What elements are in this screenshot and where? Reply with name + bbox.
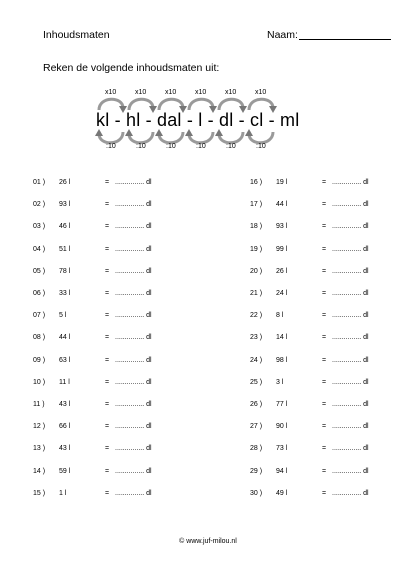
equals-sign: = xyxy=(105,489,110,497)
equals-sign: = xyxy=(105,378,110,386)
answer-blank[interactable]: ............... dl xyxy=(115,445,152,453)
exercise-number: 24 ) xyxy=(250,356,263,364)
equals-sign: = xyxy=(322,312,327,320)
exercise-number: 02 ) xyxy=(33,201,46,209)
exercise-number: 05 ) xyxy=(33,267,46,275)
exercise-amount: 94 l xyxy=(276,467,288,475)
exercise-amount: 33 l xyxy=(59,290,71,297)
multiply-label: x10 xyxy=(255,89,267,96)
instruction-text: Reken de volgende inhoudsmaten uit: xyxy=(43,62,220,74)
exercise-amount: 26 l xyxy=(59,179,71,186)
exercise-amount: 14 l xyxy=(276,334,288,342)
equals-sign: = xyxy=(322,290,327,297)
multiply-arrow xyxy=(159,99,183,110)
exercise-number: 30 ) xyxy=(250,489,263,497)
answer-blank[interactable]: ............... dl xyxy=(115,290,152,297)
equals-sign: = xyxy=(322,401,327,408)
answer-blank[interactable]: ............... dl xyxy=(115,334,152,342)
answer-blank[interactable]: ............... dl xyxy=(115,423,152,431)
divide-label: :10 xyxy=(166,143,176,150)
divide-arrow xyxy=(159,132,183,143)
equals-sign: = xyxy=(105,401,110,408)
answer-blank[interactable]: ............... dl xyxy=(332,290,369,297)
exercise-number: 01 ) xyxy=(33,179,46,186)
exercise-number: 23 ) xyxy=(250,334,263,342)
answer-blank[interactable]: ............... dl xyxy=(115,267,152,275)
equals-sign: = xyxy=(322,467,327,475)
equals-sign: = xyxy=(105,245,110,253)
multiply-arrow xyxy=(249,99,273,110)
equals-sign: = xyxy=(322,356,327,364)
exercise-number: 12 ) xyxy=(33,423,46,431)
exercise-number: 11 ) xyxy=(33,401,45,408)
answer-blank[interactable]: ............... dl xyxy=(115,245,152,253)
unit-sequence: kl - hl - dal - l - dl - cl - ml xyxy=(96,110,300,130)
exercise-amount: 8 l xyxy=(276,312,284,320)
exercise-amount: 11 l xyxy=(59,378,70,386)
equals-sign: = xyxy=(322,179,327,186)
equals-sign: = xyxy=(105,467,110,475)
answer-blank[interactable]: ............... dl xyxy=(115,312,152,320)
exercise-number: 21 ) xyxy=(250,290,263,297)
divide-label: :10 xyxy=(196,143,206,150)
unit-ladder-diagram xyxy=(92,88,307,154)
answer-blank[interactable]: ............... dl xyxy=(115,179,152,186)
answer-blank[interactable]: ............... dl xyxy=(332,334,369,342)
divide-label: :10 xyxy=(226,143,236,150)
answer-blank[interactable]: ............... dl xyxy=(332,378,369,386)
worksheet-title: Inhoudsmaten xyxy=(43,29,110,41)
exercise-amount: 73 l xyxy=(276,445,288,453)
arrowhead-icon xyxy=(245,129,253,136)
multiply-arrow xyxy=(129,99,153,110)
multiply-label: x10 xyxy=(135,89,147,96)
answer-blank[interactable]: ............... dl xyxy=(332,356,369,364)
exercise-number: 07 ) xyxy=(33,312,46,320)
exercise-number: 29 ) xyxy=(250,467,263,475)
exercise-amount: 3 l xyxy=(276,378,284,386)
exercise-amount: 44 l xyxy=(59,334,71,342)
arrowhead-icon xyxy=(155,129,163,136)
divide-label: :10 xyxy=(256,143,266,150)
equals-sign: = xyxy=(322,334,327,342)
equals-sign: = xyxy=(322,445,327,453)
divide-label: :10 xyxy=(106,143,116,150)
exercise-amount: 24 l xyxy=(276,290,288,297)
answer-blank[interactable]: ............... dl xyxy=(332,489,369,497)
exercise-amount: 98 l xyxy=(276,356,288,364)
exercise-number: 20 ) xyxy=(250,267,263,275)
exercise-amount: 43 l xyxy=(59,401,71,408)
exercise-amount: 77 l xyxy=(276,401,288,408)
divide-arrow xyxy=(189,132,213,143)
exercise-number: 08 ) xyxy=(33,334,46,342)
exercise-amount: 19 l xyxy=(276,179,288,186)
answer-blank[interactable]: ............... dl xyxy=(332,245,369,253)
exercise-amount: 5 l xyxy=(59,312,67,320)
answer-blank[interactable]: ............... dl xyxy=(115,467,152,475)
exercise-number: 09 ) xyxy=(33,356,46,364)
answer-blank[interactable]: ............... dl xyxy=(332,312,369,320)
exercise-number: 16 ) xyxy=(250,179,263,186)
multiply-label: x10 xyxy=(195,89,207,96)
divide-arrow xyxy=(99,132,123,143)
equals-sign: = xyxy=(105,223,110,231)
exercise-number: 06 ) xyxy=(33,290,46,297)
exercise-number: 26 ) xyxy=(250,401,263,408)
divide-label: :10 xyxy=(136,143,146,150)
exercise-number: 10 ) xyxy=(33,378,46,386)
equals-sign: = xyxy=(322,223,327,231)
answer-blank[interactable]: ............... dl xyxy=(332,423,369,431)
arrowhead-icon xyxy=(125,129,133,136)
arrowhead-icon xyxy=(95,129,103,136)
multiply-arrow xyxy=(189,99,213,110)
equals-sign: = xyxy=(105,290,110,297)
answer-blank[interactable]: ............... dl xyxy=(115,223,152,231)
multiply-arrow xyxy=(99,99,123,110)
footer-copyright: © www.juf-milou.nl xyxy=(179,538,237,545)
equals-sign: = xyxy=(322,245,327,253)
equals-sign: = xyxy=(322,423,327,431)
exercise-number: 13 ) xyxy=(33,445,46,453)
exercise-amount: 44 l xyxy=(276,201,288,209)
exercise-number: 25 ) xyxy=(250,378,263,386)
exercise-amount: 49 l xyxy=(276,489,288,497)
divide-arrow xyxy=(249,132,273,143)
answer-blank[interactable]: ............... dl xyxy=(115,489,152,497)
exercise-amount: 99 l xyxy=(276,245,288,253)
answer-blank[interactable]: ............... dl xyxy=(115,401,152,408)
equals-sign: = xyxy=(105,267,110,275)
divide-arrow xyxy=(129,132,153,143)
equals-sign: = xyxy=(105,423,110,431)
equals-sign: = xyxy=(105,312,110,320)
exercise-number: 03 ) xyxy=(33,223,46,231)
answer-blank[interactable]: ............... dl xyxy=(332,267,369,275)
multiply-arrow xyxy=(219,99,243,110)
exercise-number: 22 ) xyxy=(250,312,263,320)
answer-blank[interactable]: ............... dl xyxy=(115,201,152,209)
answer-blank[interactable]: ............... dl xyxy=(332,179,369,186)
equals-sign: = xyxy=(322,489,327,497)
exercise-number: 04 ) xyxy=(33,245,46,253)
exercise-number: 17 ) xyxy=(250,201,263,209)
exercise-amount: 63 l xyxy=(59,356,71,364)
exercise-amount: 46 l xyxy=(59,223,71,231)
answer-blank[interactable]: ............... dl xyxy=(115,378,152,386)
exercise-amount: 59 l xyxy=(59,467,71,475)
exercise-amount: 93 l xyxy=(59,201,71,209)
equals-sign: = xyxy=(322,201,327,209)
arrowhead-icon xyxy=(215,129,223,136)
answer-blank[interactable]: ............... dl xyxy=(332,223,369,231)
equals-sign: = xyxy=(105,356,110,364)
equals-sign: = xyxy=(105,445,110,453)
exercise-amount: 93 l xyxy=(276,223,288,231)
answer-blank[interactable]: ............... dl xyxy=(332,201,369,209)
exercise-number: 19 ) xyxy=(250,245,263,253)
divide-arrow xyxy=(219,132,243,143)
answer-blank[interactable]: ............... dl xyxy=(332,401,369,408)
exercise-amount: 1 l xyxy=(59,489,67,497)
equals-sign: = xyxy=(322,378,327,386)
equals-sign: = xyxy=(105,201,110,209)
name-line xyxy=(299,39,391,40)
arrowhead-icon xyxy=(185,129,193,136)
exercise-amount: 66 l xyxy=(59,423,71,431)
equals-sign: = xyxy=(105,334,110,342)
exercise-number: 15 ) xyxy=(33,489,46,497)
exercise-number: 14 ) xyxy=(33,467,46,475)
multiply-label: x10 xyxy=(105,89,117,96)
exercise-number: 28 ) xyxy=(250,445,263,453)
exercise-number: 18 ) xyxy=(250,223,263,231)
name-label: Naam: xyxy=(267,29,298,41)
exercise-amount: 78 l xyxy=(59,267,71,275)
answer-blank[interactable]: ............... dl xyxy=(332,467,369,475)
exercise-amount: 43 l xyxy=(59,445,71,453)
answer-blank[interactable]: ............... dl xyxy=(332,445,369,453)
answer-blank[interactable]: ............... dl xyxy=(115,356,152,364)
multiply-label: x10 xyxy=(225,89,237,96)
equals-sign: = xyxy=(322,267,327,275)
equals-sign: = xyxy=(105,179,110,186)
exercise-amount: 26 l xyxy=(276,267,288,275)
multiply-label: x10 xyxy=(165,89,177,96)
exercise-amount: 90 l xyxy=(276,423,288,431)
exercise-amount: 51 l xyxy=(59,245,71,253)
exercise-number: 27 ) xyxy=(250,423,263,431)
